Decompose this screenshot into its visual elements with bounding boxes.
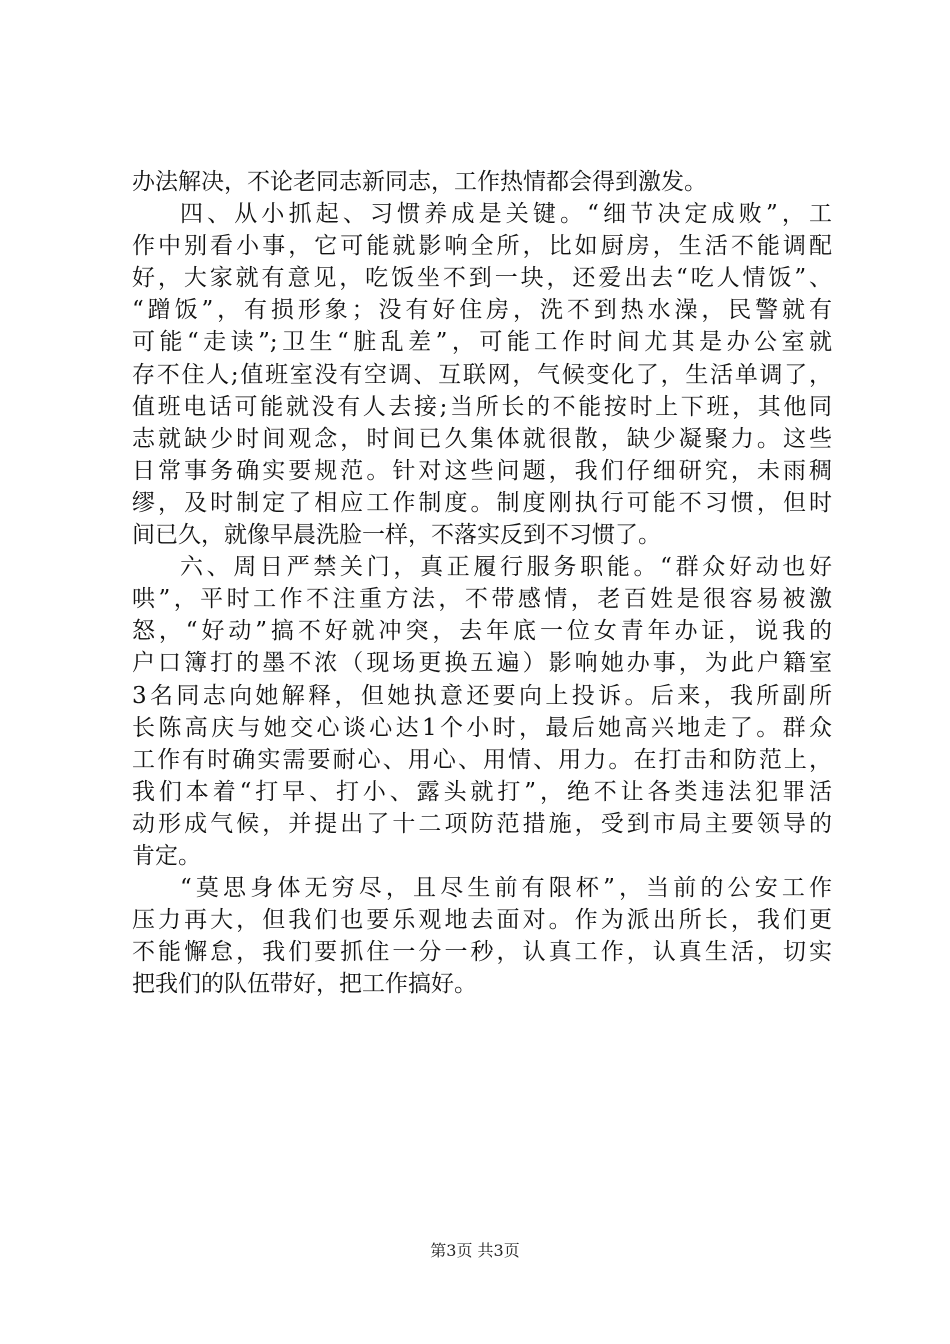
text-line: 志就缺少时间观念，时间已久集体就很散，缺少凝聚力。这些 bbox=[132, 425, 832, 452]
text-line: 肯定。 bbox=[132, 842, 201, 869]
text-line: 办法解决，不论老同志新同志，工作热情都会得到激发。 bbox=[132, 169, 707, 195]
text-line: “莫思身体无穷尽，且尽生前有限杯”，当前的公安工作 bbox=[180, 875, 832, 902]
text-line: 四、从小抓起、习惯养成是关键。“细节决定成败”，工 bbox=[180, 201, 832, 228]
text-line: 动形成气候，并提出了十二项防范措施，受到市局主要领导的 bbox=[132, 810, 832, 837]
text-line: 3名同志向她解释，但她执意还要向上投诉。后来，我所副所 bbox=[132, 682, 832, 709]
text-line: 值班电话可能就没有人去接;当所长的不能按时上下班，其他同 bbox=[132, 393, 832, 420]
text-line: 哄”，平时工作不注重方法，不带感情，老百姓是很容易被激 bbox=[132, 586, 832, 613]
text-line: 把我们的队伍带好，把工作搞好。 bbox=[132, 971, 477, 998]
body-text bbox=[132, 166, 832, 1000]
text-line: 工作有时确实需要耐心、用心、用情、用力。在打击和防范上， bbox=[132, 746, 832, 773]
text-line: 作中别看小事，它可能就影响全所，比如厨房，生活不能调配 bbox=[132, 233, 832, 260]
text-line: 可能“走读”;卫生“脏乱差”，可能工作时间尤其是办公室就 bbox=[132, 329, 832, 356]
text-line: 六、周日严禁关门，真正履行服务职能。“群众好动也好 bbox=[180, 554, 832, 581]
text-line: 户口簿打的墨不浓（现场更换五遍）影响她办事，为此户籍室 bbox=[132, 650, 832, 677]
text-line: 间已久，就像早晨洗脸一样，不落实反到不习惯了。 bbox=[132, 522, 661, 549]
text-line: 日常事务确实要规范。针对这些问题，我们仔细研究，未雨稠 bbox=[132, 457, 832, 484]
text-line: 怒，“好动”搞不好就冲突，去年底一位女青年办证，说我的 bbox=[132, 618, 832, 645]
text-line: 不能懈怠，我们要抓住一分一秒，认真工作，认真生活，切实 bbox=[132, 939, 832, 966]
text-line: 压力再大，但我们也要乐观地去面对。作为派出所长，我们更 bbox=[132, 907, 832, 934]
text-line: 我们本着“打早、打小、露头就打”，绝不让各类违法犯罪活 bbox=[132, 778, 832, 805]
text-line: “蹭饭”，有损形象；没有好住房，洗不到热水澡，民警就有 bbox=[132, 297, 832, 324]
text-line: 好，大家就有意见，吃饭坐不到一块，还爱出去“吃人情饭”、 bbox=[132, 265, 832, 292]
text-line: 存不住人;值班室没有空调、互联网，气候变化了，生活单调了， bbox=[132, 361, 832, 388]
text-line: 长陈高庆与她交心谈心达1个小时，最后她高兴地走了。群众 bbox=[132, 714, 832, 741]
text-line: 缪，及时制定了相应工作制度。制度刚执行可能不习惯，但时 bbox=[132, 489, 832, 516]
page-footer: 第3页 共3页 bbox=[430, 1241, 520, 1260]
